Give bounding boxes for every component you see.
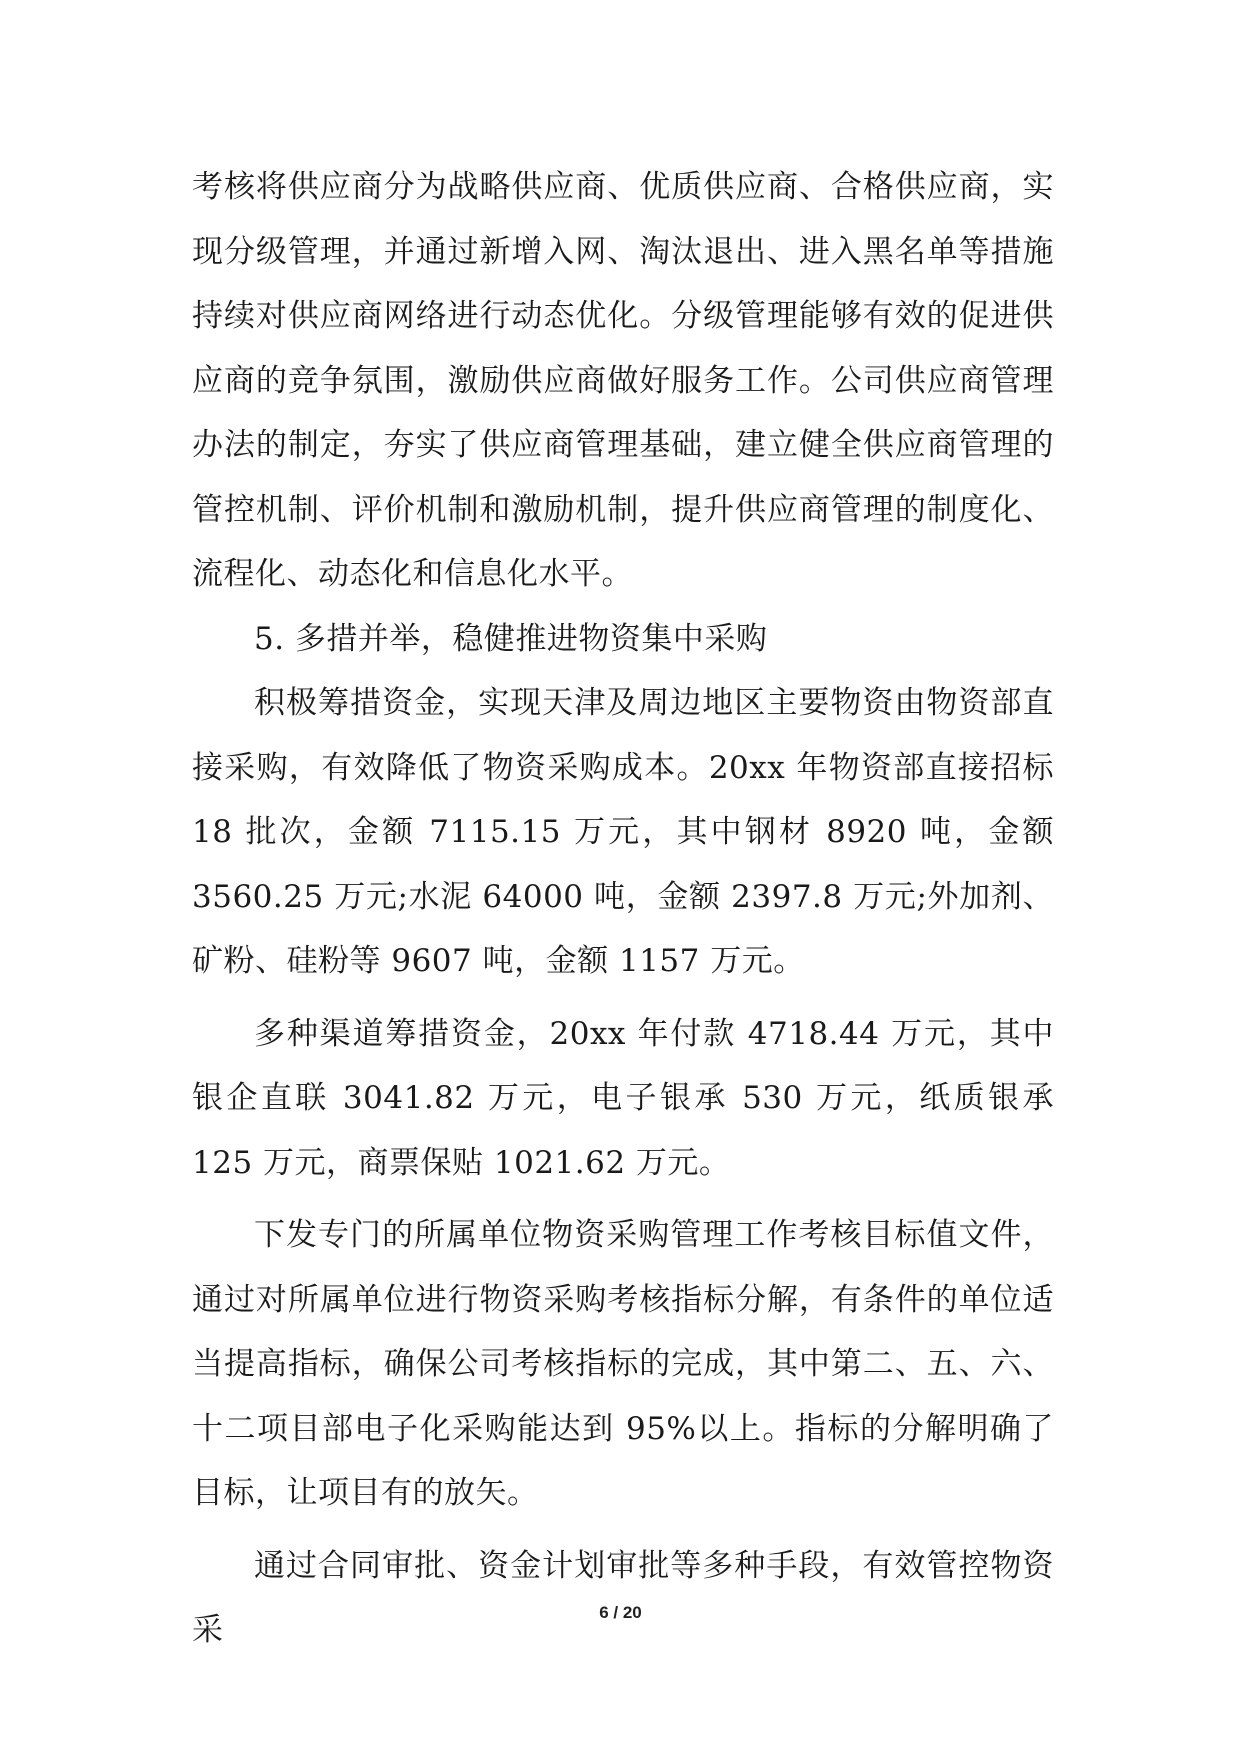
- paragraph-direct-procurement: 积极筹措资金，实现天津及周边地区主要物资由物资部直接采购，有效降低了物资采购成本。20xx 年物资部直接招标 18 批次，金额 7115.15 万元，其中钢材 8920 吨，金额 3560.25 万元;水泥 64000 吨，金额 2397.8 万元;外加剂、矿粉、硅粉等 9607 吨，金额 1157 万元。: [192, 685, 1054, 979]
- paragraph-supplier-grading: 考核将供应商分为战略供应商、优质供应商、合格供应商，实现分级管理，并通过新增入网、淘汰退出、进入黑名单等措施持续对供应商网络进行动态优化。分级管理能够有效的促进供应商的竞争氛围，激励供应商做好服务工作。公司供应商管理办法的制定，夯实了供应商管理基础，建立健全供应商管理的管控机制、评价机制和激励机制，提升供应商管理的制度化、流程化、动态化和信息化水平。: [192, 169, 1054, 592]
- document-body: [192, 155, 1054, 1663]
- paragraph-contract-approval: 通过合同审批、资金计划审批等多种手段，有效管控物资采: [192, 1547, 1054, 1648]
- paragraph-assessment-targets: 下发专门的所属单位物资采购管理工作考核目标值文件，通过对所属单位进行物资采购考核指标分解，有条件的单位适当提高指标，确保公司考核指标的完成，其中第二、五、六、十二项目部电子化采购能达到 95%以上。指标的分解明确了目标，让项目有的放矢。: [192, 1217, 1054, 1511]
- section-heading-centralized-procurement: 5. 多措并举，稳健推进物资集中采购: [254, 620, 768, 657]
- paragraph-funding-channels: 多种渠道筹措资金，20xx 年付款 4718.44 万元，其中银企直联 3041.82 万元，电子银承 530 万元，纸质银承 125 万元，商票保贴 1021.62 万元。: [192, 1015, 1054, 1181]
- page-number: 6 / 20: [599, 1603, 642, 1622]
